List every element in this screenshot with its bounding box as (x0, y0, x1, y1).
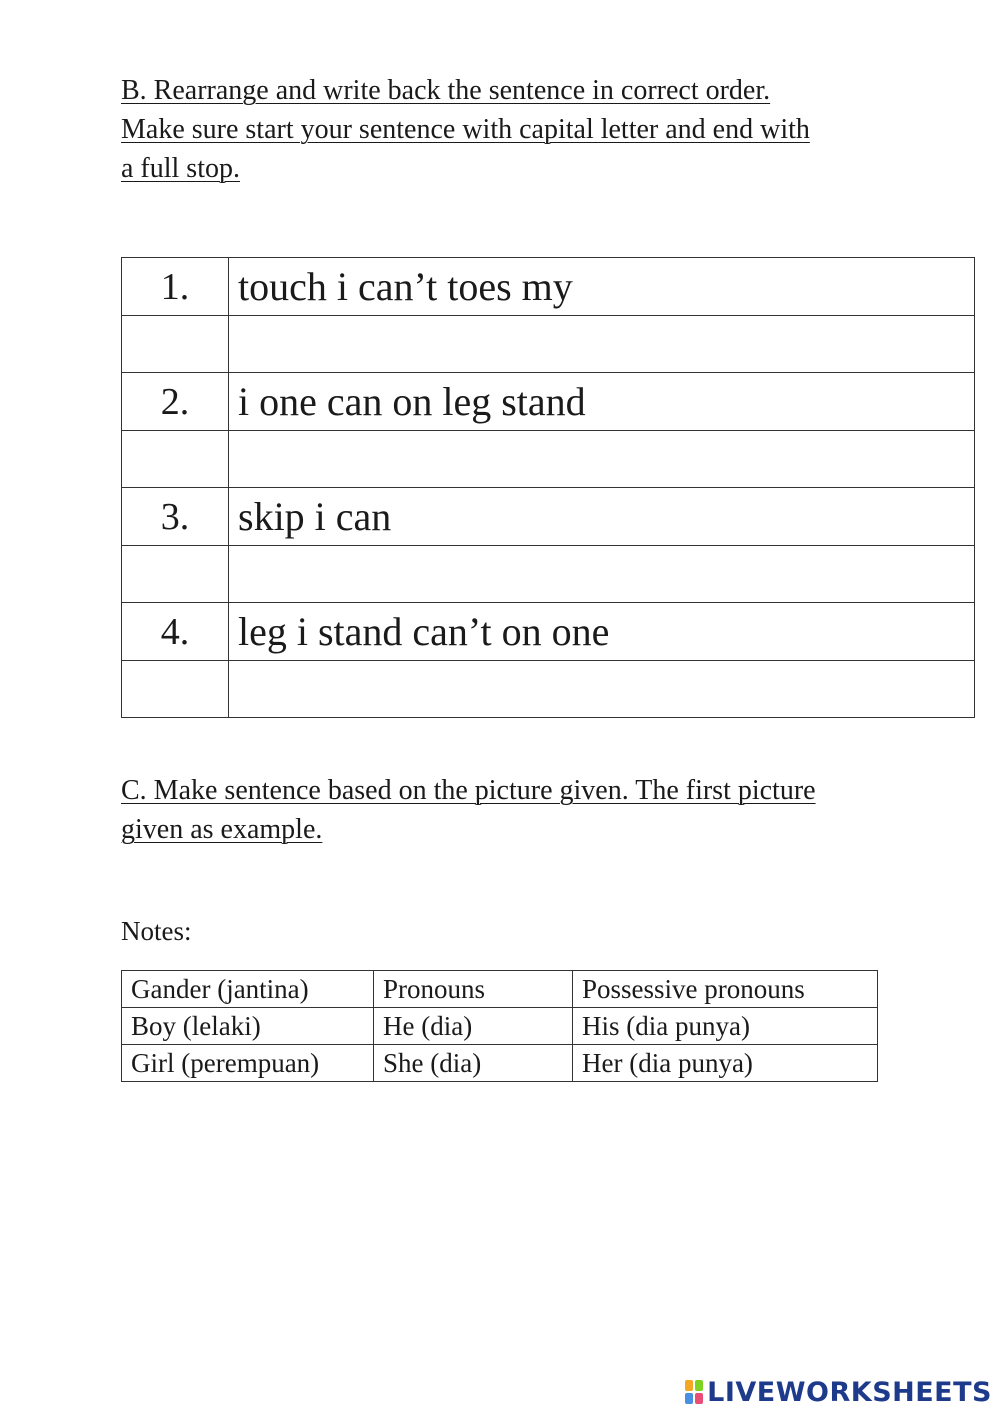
answer-spacer (122, 316, 229, 373)
question-row (122, 488, 975, 546)
section-c-line: given as example. (121, 814, 323, 845)
question-row (122, 258, 975, 316)
notes-row (122, 1008, 878, 1045)
question-row (122, 373, 975, 431)
logo-text: LIVEWORKSHEETS (707, 1376, 992, 1408)
answer-field[interactable] (229, 316, 975, 373)
answer-spacer (122, 546, 229, 603)
logo-square (685, 1393, 693, 1404)
notes-header-row (122, 971, 878, 1008)
logo-mark-icon (685, 1380, 703, 1404)
question-row (122, 603, 975, 661)
liveworksheets-logo[interactable] (685, 1377, 992, 1407)
rearrange-table (121, 257, 975, 718)
logo-square (695, 1380, 703, 1391)
jumbled-words: leg i stand can’t on one (229, 603, 975, 661)
section-b-instructions (121, 71, 891, 188)
logo-square (685, 1380, 693, 1391)
notes-header-cell: Possessive pronouns (573, 971, 878, 1008)
question-number: 1. (122, 258, 229, 316)
answer-row (122, 431, 975, 488)
answer-spacer (122, 661, 229, 718)
answer-spacer (122, 431, 229, 488)
notes-row (122, 1045, 878, 1082)
section-b-line: a full stop. (121, 153, 240, 184)
question-number: 3. (122, 488, 229, 546)
notes-header-cell: Gander (jantina) (122, 971, 374, 1008)
notes-cell: She (dia) (374, 1045, 573, 1082)
section-b-line: B. Rearrange and write back the sentence in correct order. (121, 75, 771, 106)
answer-row (122, 661, 975, 718)
notes-cell: He (dia) (374, 1008, 573, 1045)
answer-field[interactable] (229, 546, 975, 603)
jumbled-words: i one can on leg stand (229, 373, 975, 431)
pronoun-notes-table (121, 970, 878, 1082)
notes-cell: Girl (perempuan) (122, 1045, 374, 1082)
section-c-instructions (121, 771, 891, 849)
answer-row (122, 546, 975, 603)
notes-cell: His (dia punya) (573, 1008, 878, 1045)
jumbled-words: touch i can’t toes my (229, 258, 975, 316)
answer-row (122, 316, 975, 373)
answer-field[interactable] (229, 431, 975, 488)
notes-label: Notes: (121, 916, 192, 946)
answer-field[interactable] (229, 661, 975, 718)
question-number: 4. (122, 603, 229, 661)
jumbled-words: skip i can (229, 488, 975, 546)
logo-square (695, 1393, 703, 1404)
notes-header-cell: Pronouns (374, 971, 573, 1008)
section-c-line: C. Make sentence based on the picture given. The first picture (121, 775, 816, 806)
section-b-line: Make sure start your sentence with capital letter and end with (121, 114, 810, 145)
notes-cell: Her (dia punya) (573, 1045, 878, 1082)
question-number: 2. (122, 373, 229, 431)
notes-cell: Boy (lelaki) (122, 1008, 374, 1045)
